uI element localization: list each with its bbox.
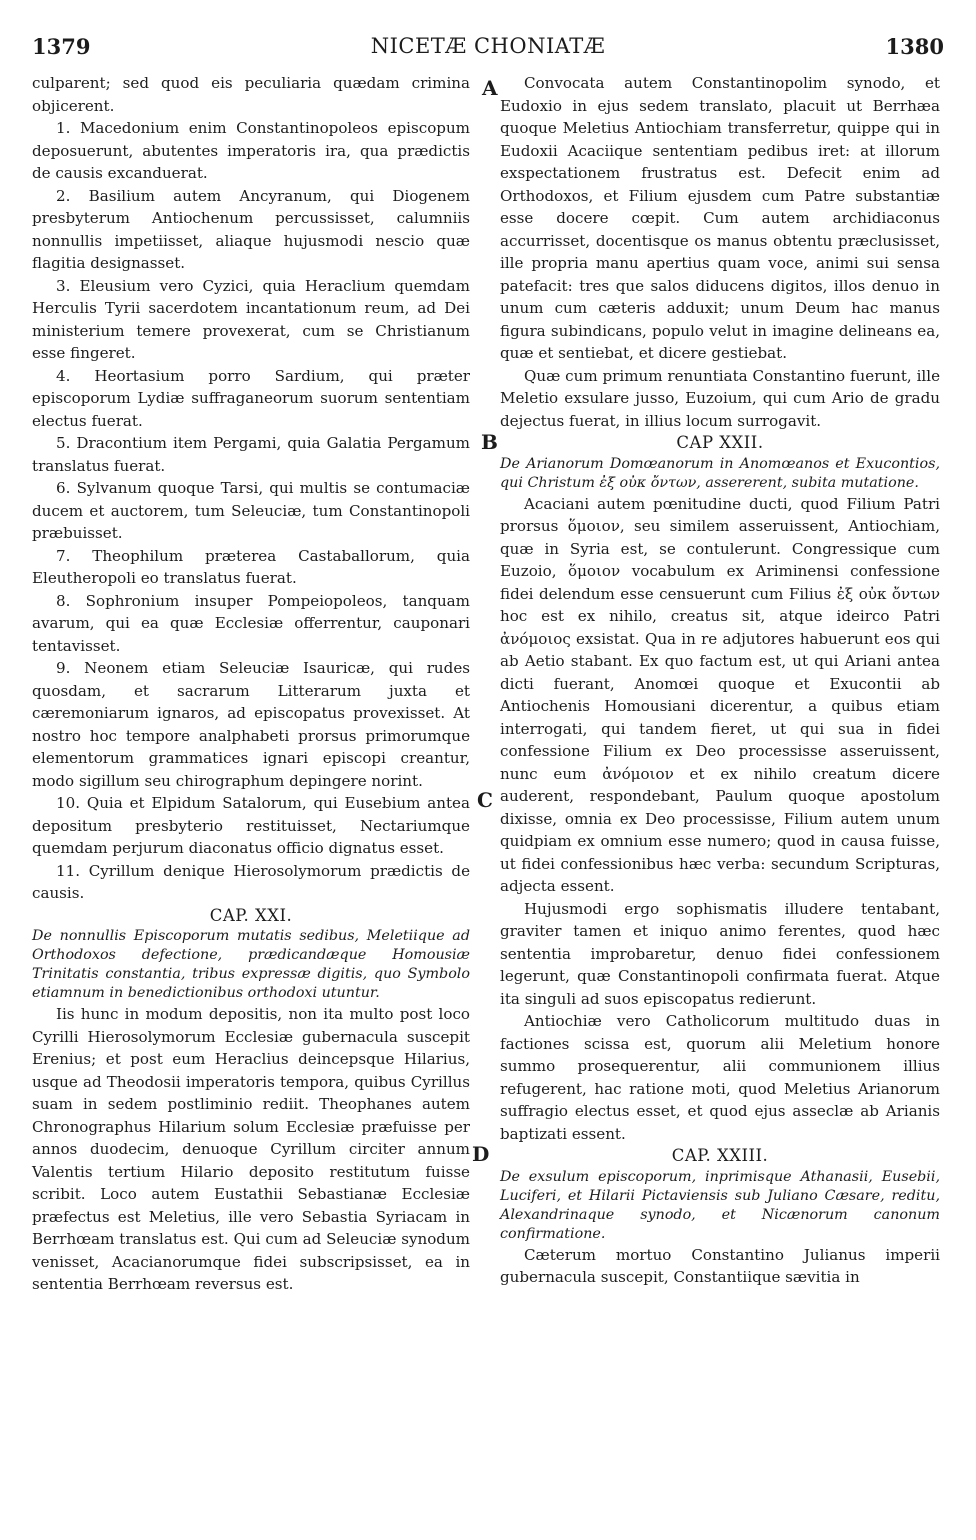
page-number-right: 1380: [885, 34, 944, 59]
paragraph: culparent; sed quod eis peculiaria quædam crimina objicerent.: [32, 74, 470, 115]
paragraph: 5. Dracontium item Pergami, quia Galatia Pergamum translatus fuerat.: [32, 434, 470, 475]
page-header: [32, 34, 944, 64]
chapter-argument: De exsulum episcoporum, inprimisque Athanasii, Eusebii, Luciferi, et Hilarii Pictaviensis sub Juliano Cæsare, reditu, Alexandrinaque synodo, et Nicænorum canonum confirmatione.: [500, 1168, 940, 1242]
margin-letter-d: D: [472, 1142, 490, 1166]
chapter-argument: De nonnullis Episcoporum mutatis sedibus, Meletiique ad Orthodoxos defectione, prædicandæque Homousiæ Trinitatis constantia, tribus expressæ digitis, quo Symbolo etiamnum in benedictionibus orthodoxi utuntur.: [32, 928, 470, 1001]
chapter-heading: CAP. XXIII.: [671, 1146, 769, 1165]
left-column: [32, 72, 470, 1296]
paragraph: 9. Neonem etiam Seleuciæ Isauricæ, qui rudes quosdam, et sacrarum Litterarum juxta et cæremoniarum ignaros, ad episcopatus provexisset. At nostro hoc tempore analphabeti prorsus primorumque elementorum grammatices ignari episcopi creantur, modo sigillum seu chirographum depingere norint.: [32, 659, 470, 790]
paragraph: Convocata autem Constantinopolim synodo, et Eudoxio in ejus sedem translato, placuit ut Berrhæa quoque Meletius Antiochiam transferretur, quippe qui in Eudoxii Acaciique sententiam pedibus iret: at illorum exspectationem frustratus est. Defecit enim ad Orthodoxos, et Filium ejusdem cum Patre substantiæ esse docere cœpit. Cum autem archidiaconus accurrisset, docentisque os manus obtentu præclusisset, ille propria manu apertius quam voce, animi sui sensa patefacit: tres que salos diducens digitos, illos denuo in unum cum cæteris adduxit; unum Deum hac manus figura subindicans, populo velut in imagine delineans ea, quæ et sentiebat, et dicere gestiebat.: [500, 74, 940, 362]
paragraph: Quæ cum primum renuntiata Constantino fuerunt, ille Meletio exsulare jusso, Euzoium, qui cum Ario de gradu dejectus fuerat, in illius locum surrogavit.: [500, 366, 940, 430]
margin-letter-c: C: [477, 788, 493, 812]
chapter-heading: CAP XXII.: [676, 433, 764, 452]
paragraph: Acaciani autem pœnitudine ducti, quod Filium Patri prorsus ὅμοιον, seu similem asseruissent, Antiochiam, quæ in Syria est, se contulerunt. Congressique cum Euzoio, ὅμοιον vocabulum ex Ariminensi confessione fidei delendum esse censuerunt cum Filius ἐξ οὐκ ὄντων hoc est ex nihilo, creatus sit, atque ideirco Patri ἀνόμοιος exsistat. Qua in re adjutores habuerunt eos qui ab Aetio stabant. Ex quo factum est, ut qui Ariani antea dicti fuerant, Anomœi quoque et Exucontii ab Antiochenis Homousiani dicerentur, a quibus etiam interrogati, qui tandem fieret, ut qui sua in fidei confessione Filium ex Deo processisse asseruissent, nunc eum ἀνόμοιον et ex nihilo creatum dicere auderent, respondebant, Paulum quoque apostolum dixisse, omnia ex Deo processisse, Filium autem unum quidpiam ex omnium esse numero; quod in causa fuisse, ut fidei confessionibus hæc verba: secundum Scripturas, adjecta essent.: [500, 494, 940, 895]
paragraph: 11. Cyrillum denique Hierosolymorum prædictis de causis.: [32, 861, 470, 902]
page-number-left: 1379: [32, 34, 91, 59]
paragraph: Cæterum mortuo Constantino Julianus imperii gubernacula suscepit, Constantiique sævitia in: [500, 1245, 940, 1286]
paragraph: 7. Theophilum præterea Castaballorum, quia Eleutheropoli eo translatus fuerat.: [32, 546, 470, 587]
paragraph: 8. Sophronium insuper Pompeiopoleos, tanquam avarum, qui ea quæ Ecclesiæ offerrentur, cauponari tentavisset.: [32, 591, 470, 655]
paragraph: 1. Macedonium enim Constantinopoleos episcopum deposuerunt, abutentes imperatoris ira, qua prædictis de causis excanduerat.: [32, 119, 470, 182]
paragraph: 2. Basilium autem Ancyranum, qui Diogenem presbyterum Antiochenum percussisset, calumniis nonnullis impetiisset, aliaque hujusmodi nescio quæ flagitia designasset.: [32, 186, 470, 272]
margin-letter-b: B: [481, 430, 498, 454]
paragraph: Antiochiæ vero Catholicorum multitudo duas in factiones scissa est, quorum alii Meletium honore summo prosequerentur, alii communionem illius refugerent, hac ratione moti, quod Meletius Arianorum suffragio electus esset, et quod ejus asseclæ ab Arianis baptizati essent.: [500, 1012, 940, 1143]
paragraph: 10. Quia et Elpidum Satalorum, qui Eusebium antea depositum presbyterio restituisset, Nectariumque quemdam perjurum diaconatus officio dignatus esset.: [32, 794, 470, 857]
paragraph: Iis hunc in modum depositis, non ita multo post loco Cyrilli Hierosolymorum Ecclesiæ gubernacula suscepit Erenius; et post eum Heraclius deincepsque Hilarius, usque ad Theodosii imperatoris tempora, quibus Cyrillus suam in sedem postliminio rediit. Theophanes autem Chronographus Hilarium solum Ecclesiæ præfuisse per annos duodecim, denuoque Cyrillum circiter annum Valentis tertium Hilario deposito restitutum fuisse scribit. Loco autem Eustathii Sebastianæ Ecclesiæ præfectus est Meletius, ille vero Sebastia Syriacam in Berrhœam translatus est. Qui cum ad Seleuciæ synodum venisset, Acacianorumque fidei subscripsisset, ea in sententia Berrhœam reversus est.: [32, 1005, 470, 1293]
right-column: [500, 72, 940, 1289]
chapter-argument: De Arianorum Domœanorum in Anomœanos et Exucontios, qui Christum ἐξ οὐκ ὄντων, assererent, subita mutatione.: [500, 455, 940, 491]
chapter-heading: CAP. XXI.: [209, 905, 293, 925]
paragraph: Hujusmodi ergo sophismatis illudere tentabant, graviter tamen et iniquo animo ferentes, quod hæc sententia improbaretur, denuo fidei confessionem legerunt, quæ Constantinopoli confirmata fuerat. Atque ita singuli ad suos episcopatus redierunt.: [500, 899, 940, 1008]
margin-letter-a: A: [482, 76, 498, 100]
paragraph: 6. Sylvanum quoque Tarsi, qui multis se contumaciæ ducem et auctorem, tum Seleuciæ, tum Constantinopoli præbuisset.: [32, 479, 470, 542]
paragraph: 3. Eleusium vero Cyzici, quia Heraclium quemdam Herculis Tyrii sacerdotem incantationum reum, ad Dei ministerium temere provexerat, cum se Christianum esse fingeret.: [32, 276, 470, 362]
running-title: NICETÆ CHONIATÆ: [370, 34, 606, 58]
paragraph: 4. Heortasium porro Sardium, qui præter episcoporum Lydiæ suffraganeorum suorum sententiam electus fuerat.: [32, 366, 470, 430]
